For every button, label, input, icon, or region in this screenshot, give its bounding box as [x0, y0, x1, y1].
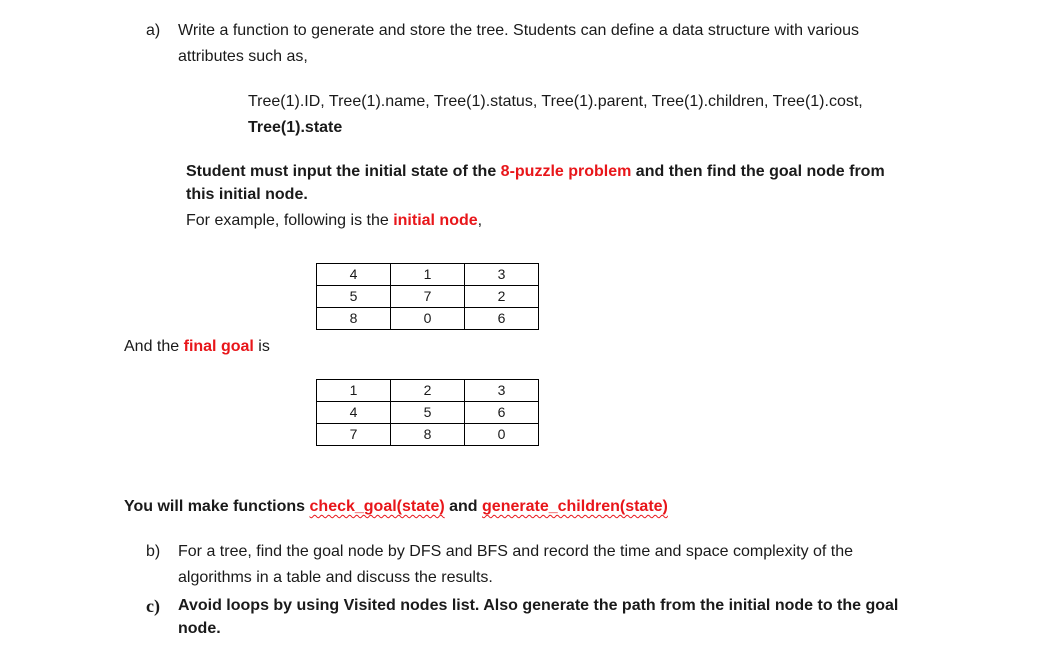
functions-mid: and — [444, 498, 483, 515]
grid-cell: 8 — [391, 424, 465, 446]
grid-cell: 5 — [317, 286, 391, 308]
grid-row — [317, 308, 539, 330]
goal-line — [124, 338, 270, 356]
grid-cell: 2 — [465, 286, 539, 308]
functions-line — [124, 498, 668, 516]
goal-highlight: final goal — [183, 338, 254, 355]
attributes-line1: Tree(1).ID, Tree(1).name, Tree(1).status, Tree(1).parent, Tree(1).children, Tree(1).cost, — [248, 93, 863, 110]
grid-cell: 6 — [465, 308, 539, 330]
grid-row — [317, 424, 539, 446]
example-highlight: initial node — [393, 212, 478, 229]
grid-cell: 1 — [391, 264, 465, 286]
instruction-pre: Student must input the initial state of the — [186, 163, 501, 180]
grid-cell: 2 — [391, 380, 465, 402]
goal-state-grid — [316, 379, 539, 446]
item-b-marker: b) — [146, 543, 161, 560]
grid-cell: 0 — [465, 424, 539, 446]
grid-cell: 7 — [317, 424, 391, 446]
instruction-line2: this initial node. — [186, 186, 308, 203]
item-c-marker: c) — [146, 596, 160, 616]
instruction-post: and then find the goal node from — [631, 163, 885, 180]
grid-cell: 3 — [465, 264, 539, 286]
grid-cell: 3 — [465, 380, 539, 402]
item-c-line2: node. — [178, 620, 221, 637]
item-a-line2: attributes such as, — [178, 48, 308, 65]
instruction-highlight: 8-puzzle problem — [500, 163, 632, 180]
example-pre: For example, following is the — [186, 212, 394, 229]
instruction-line1 — [186, 163, 885, 181]
item-c-line1: Avoid loops by using Visited nodes list. Also generate the path from the initial node to the goal — [178, 597, 899, 614]
grid-row — [317, 286, 539, 308]
grid-cell: 4 — [317, 402, 391, 424]
initial-state-grid — [316, 263, 539, 330]
grid-cell: 0 — [391, 308, 465, 330]
grid-cell: 8 — [317, 308, 391, 330]
example-post: , — [477, 212, 483, 229]
item-a-line1: Write a function to generate and store the tree. Students can define a data structure with various — [178, 22, 859, 39]
grid-row — [317, 380, 539, 402]
goal-pre: And the — [124, 338, 184, 355]
function-check-goal: check_goal(state) — [309, 498, 445, 515]
grid-cell: 5 — [391, 402, 465, 424]
goal-post: is — [253, 338, 270, 355]
example-line — [186, 212, 482, 230]
item-b-line1: For a tree, find the goal node by DFS and BFS and record the time and space complexity of the — [178, 543, 854, 560]
grid-cell: 7 — [391, 286, 465, 308]
grid-cell: 4 — [317, 264, 391, 286]
function-generate-children: generate_children(state) — [482, 498, 668, 515]
grid-cell: 1 — [317, 380, 391, 402]
grid-cell: 6 — [465, 402, 539, 424]
item-a-marker: a) — [146, 22, 161, 39]
item-b-line2: algorithms in a table and discuss the results. — [178, 569, 493, 586]
grid-row — [317, 402, 539, 424]
functions-pre: You will make functions — [124, 498, 310, 515]
attributes-line2: Tree(1).state — [248, 119, 343, 136]
grid-row — [317, 264, 539, 286]
